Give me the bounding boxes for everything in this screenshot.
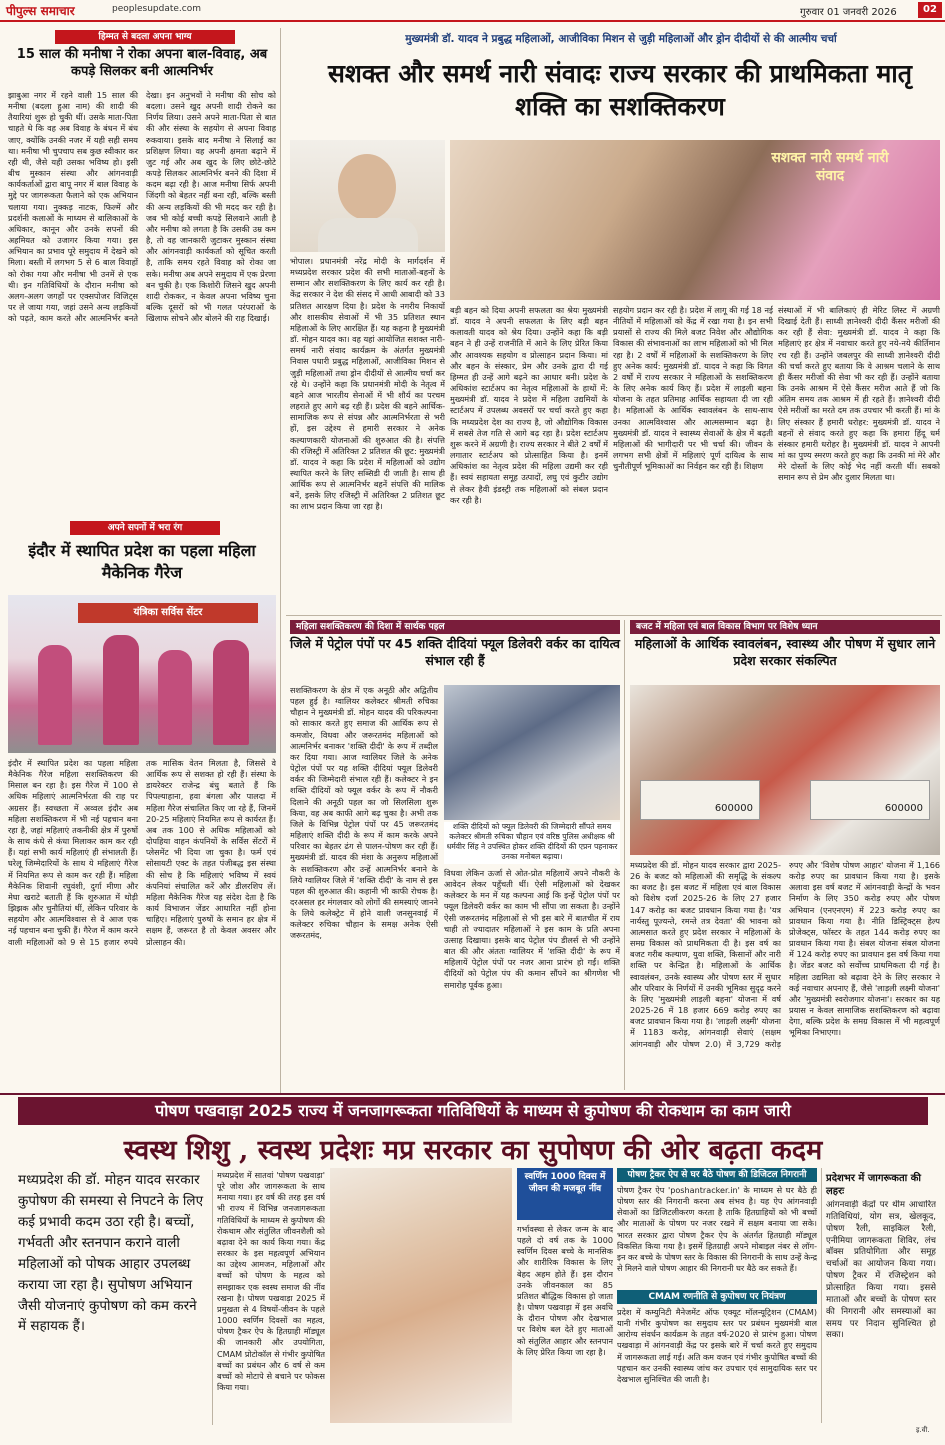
mechanic-garage-photo [8, 595, 276, 753]
center-headline: जिले में पेट्रोल पंपों पर 45 शक्ति दीदियां फ्यूल डिलेवरी वर्कर का दायित्व संभाल रही हैं [290, 636, 620, 668]
tracker-tag: पोषण ट्रैकर ऐप से घर बैठे पोषण की डिजिटल निगरानी [617, 1168, 817, 1182]
shakti-didi-photo [444, 685, 620, 820]
center-body: सशक्तिकरण के क्षेत्र में एक अनूठी और अद्वितीय पहल हुई है। ग्वालियर कलेक्टर श्रीमती रुचिका चौहान ने मुख्यमंत्री डॉ. मोहन यादव की परिकल्पना को साकार करते हुए समाज की आर्थिक रूप से कमजोर, विधवा और जरूरतमंद महिलाओं को आत्मनिर्भर बनाकर 'शक्ति दीदी' के रूप में तब्दील कर दिया गया। आज ग्वालियर जिले के अनेक पेट्रोल पंपों पर यह शक्ति दीदियां फ्यूल डिलेवरी वर्कर की जिम्मेदारी संभाल रही हैं। कलेक्टर ने इन शक्ति दीदियों को फ्यूल वर्कर के रूप में नौकरी दिलाने की अनूठी पहल का जो सिलसिला शुरू किया, वह अब काफी आगे बढ़ चुका है। अभी तक जिले के विभिन्न पेट्रोल पंपों पर 45 जरूरतमंद महिलाएं शक्ति दीदी के रूप में काम करके अपने परिवार का बेहतर ढंग से पालन-पोषण कर रही हैं। मुख्यमंत्री डॉ. यादव की मंशा के अनुरूप महिलाओं के सशक्तिकरण और उन्हें आत्मनिर्भर बनाने के लिये ग्वालियर जिले में 'शक्ति दीदी' के नाम से इस पहल की शुरुआत की। कहानी भी काफी रोचक है। दरअसल हर मंगलवार को लोगों की समस्याएं जानने के लिये कलेक्ट्रेट में होने वाली जनसुनवाई में कलेक्टर रुचिका चौहान के समक्ष अनेक ऐसी जरूरतमंद, [290, 685, 438, 941]
main-kicker: मुख्यमंत्री डॉ. यादव ने प्रबुद्ध महिलाओं, आजीविका मिशन से जुड़ी महिलाओं और ड्रोन दीदीयों से की आत्मीय चर्चा [405, 33, 837, 45]
column-divider [624, 620, 625, 1090]
cheque-left: 600000 [640, 780, 760, 820]
garage-sign: यंत्रिका सर्विस सेंटर [78, 603, 258, 623]
tracker-body: पोषण ट्रैकर ऐप 'poshantracker.in' के माध्यम से घर बैठे ही पोषण स्तर की निगरानी करना अब संभव है। यह ऐप आंगनवाड़ी सेवाओं का डिजिटलीकरण करता है ताकि हितग्राहियों को भी बच्चों और माताओं के पोषण पर नजर रखने में सक्षम बनाया जा सके। भारत सरकार द्वारा पोषण ट्रैकर ऐप के अंतर्गत हितग्राही मॉड्यूल विकसित किया गया है। इसमें हितग्राही अपने मोबाइल नंबर से लॉग-इन कर बच्चे के पोषण स्तर के विकास की निगरानी के साथ उन्हें केन्द्र से मिलने वाले पोषण आहार की निगरानी घर बैठे कर सकते हैं। [617, 1185, 817, 1274]
mechanic-figure [103, 635, 139, 745]
site-url[interactable]: peoplesupdate.com [112, 4, 201, 14]
golden-days-body: गर्भावस्था से लेकर जन्म के बाद पहले दो वर्ष तक के 1000 स्वर्णिम दिवस बच्चे के मानसिक और शारीरिक विकास के लिए बेहद अहम होते हैं। इस दौरान उनके जीवनकाल का 85 प्रतिशत बौद्धिक विकास हो जाता है। पोषण पखवाड़ा में इस अवधि के दौरान पोषण और देखभाल पर विशेष बल देते हुए माताओं को संतुलित आहार और स्तनपान के लिए प्रेरित किया जा रहा है। [517, 1224, 613, 1357]
left-top-kicker: हिम्मत से बदला अपना भाग्य [55, 30, 235, 44]
right-headline: महिलाओं के आर्थिक स्वावलंबन, स्वास्थ्य और पोषण में सुधार लाने प्रदेश सरकार संकल्पित [634, 636, 936, 668]
mechanic-figure [38, 645, 72, 745]
page-number: 02 [918, 2, 942, 18]
pm-portrait [290, 140, 445, 252]
shakti-didi-caption: शक्ति दीदियों को फ्यूल डिलेवरी की जिम्मेदारी सौंपते समय कलेक्टर श्रीमती रुचिका चौहान एवं वरिष्ठ पुलिस अधीक्षक श्री धर्मवीर सिंह ने उपस्थित होकर शक्ति दीदियों की एप्रन पहनाकर उनका मनोबल बढ़ाया। [444, 822, 620, 864]
nutrition-body: मध्यप्रदेश में सातवां 'पोषण पखवाड़ा' पूरे जोश और जागरूकता के साथ मनाया गया। हर वर्ष की तरह इस वर्ष भी राज्य में विभिन्न जनजागरूकता गतिविधियों के माध्यम से कुपोषण की रोकथाम और संतुलित जीवनशैली को बढ़ावा देने का कार्य किया गया। केंद्र सरकार के इस महत्वपूर्ण अभियान का उद्देश्य आमजन, महिलाओं और बच्चों को पोषण के महत्व को समझाकर एक स्वस्थ समाज की नींव रखना है। पोषण पखवाड़ा 2025 में प्रमुखता से 4 विषयों-जीवन के पहले 1000 स्वर्णिम दिवसों का महत्व, पोषण ट्रैकर ऐप के हितग्राही मॉड्यूल की जानकारी और उपयोगिता, CMAM प्रोटोकॉल से गंभीर कुपोषित बच्चों का प्रबंधन और 6 वर्ष से कम बच्चों को मोटापे से बचाने पर फोकस किया गया। [217, 1170, 325, 1392]
cmam-body: प्रदेश में कम्युनिटी मैनेजमेंट ऑफ एक्यूट मॉलन्यूट्रिशन (CMAM) यानी गंभीर कुपोषण का समुदाय स्तर पर प्रबंधन मुख्यमंत्री बाल आरोग्य संवर्धन कार्यक्रम के तहत वर्ष-2020 से प्रारंभ हुआ। पोषण पखवाड़ा में आंगनवाड़ी केंद्र पर इसके बारे में चर्चा करते हुए समुदाय में जागरूकता लाई गई। अति कम वजन एवं गंभीर कुपोषित बच्चों की पहचान कर उनकी स्वास्थ्य जांच कर उपचार एवं सामुदायिक स्तर पर देखभाल सुनिश्चित की जाती है। [617, 1307, 817, 1384]
nutrition-banner: पोषण पखवाड़ा 2025 राज्य में जनजागरूकता गतिविधियों के माध्यम से कुपोषण की रोकथाम का काम जारी [18, 1097, 928, 1125]
column-divider [821, 1168, 822, 1423]
main-pm-body: भोपाल। प्रधानमंत्री नरेंद्र मोदी के मार्गदर्शन में मध्यप्रदेश सरकार प्रदेश की सभी माताओं-बहनों के सम्मान और सशक्तिकरण के लिए कार्य कर रही है। केंद्र सरकार ने देश की संसद में आधी आबादी को 33 प्रतिशत आरक्षण दिया है। प्रदेश के नगरीय निकायों और शासकीय सेवाओं में भी 35 प्रतिशत स्थान महिलाओं के लिए आरक्षित हैं। यह कहना है मुख्यमंत्री डॉ. मोहन यादव का। वह यहां आयोजित सशक्त नारी-समर्थ नारी संवाद कार्यक्रम के अंतर्गत मुख्यमंत्री निवास पधारी प्रबुद्ध महिलाओं, आजीविका मिशन से जुड़ी महिलाओं तथा ड्रोन दीदीयों से आत्मीय चर्चा कर रहे थे। उन्होंने कहा कि प्रधानमंत्री मोदी के नेतृत्व में बहने आज भारतीय सेनाओं में भी शौर्य का परचम लहराते हुए आगे बढ़ रही हैं। प्रदेश की बहने आर्थिक-सामाजिक रूप से संपन्न और आत्मनिर्भरता से भरी हों, इस उद्देश्य से हमारी सरकार ने अनेक कल्याणकारी योजनाओं की शुरुआत की है। संपत्ति की रजिस्ट्री में अतिरिक्त 2 प्रतिशत की छूट: मुख्यमंत्री डॉ. यादव ने कहा कि प्रदेश में महिलाओं को उद्योग स्थापित करने के लिए सब्सिडी दी जाती है। साथ ही आर्थिक रूप से आत्मनिर्भर बहनें संपत्ति की मालिक बनें, इसके लिए रजिस्ट्री में अतिरिक्त 2 प्रतिशत छूट का लाभ प्रदान किया जा रहा है। [290, 256, 445, 512]
portrait-body [318, 218, 418, 252]
golden-days-box: स्वर्णिम 1000 दिवस में जीवन की मजबूत नींव [517, 1168, 613, 1220]
main-col4-body: संस्थाओं में भी बालिकाएं ही मेरिट लिस्ट में अग्रणी दिखाई देती हैं। साध्वी ज्ञानेश्वरी दीदी कैंसर मरीजों की कर रही हैं सेवा: मुख्यमंत्री डॉ. यादव ने कहा कि महिलाएं हर क्षेत्र में नवाचार करते हुए नये-नये कीर्तिमान रच रही हैं। उन्होंने जबलपुर की साध्वी ज्ञानेश्वरी दीदी की चर्चा करते हुए बताया कि वे आश्रम चलाने के साथ ही कैंसर मरीजों की सेवा भी कर रही हैं। उन्होंने बताया कि उनके आश्रम में ऐसे कैंसर मरीज आते हैं जो कि अंतिम समय तक आश्रम में ही रहते हैं। ज्ञानेश्वरी दीदी ऐसे मरीजों का मरते दम तक उपचार भी करती हैं। मां के लिए संस्कार हैं हमारी धरोहर: मुख्यमंत्री डॉ. यादव ने बहनों से संवाद करते हुए कहा कि हमारा हिंदू धर्म संस्कार हमारी धरोहर है। मुख्यमंत्री डॉ. यादव ने आपनी मां का पुण्य स्मरण करते हुए कहा कि उनकी मां मेरे और मेरे दोस्तों के लिए कोई भेद नहीं करती थीं। सबको समान रूप से प्रेम और दुलार मिलता था। [778, 305, 940, 483]
left-bottom-body: इंदौर में स्थापित प्रदेश का पहला महिला मैकेनिक गैरेज महिला सशक्तिकरण की मिसाल बन रहा है। इस गैरेज में 100 से अधिक महिलाएं आत्मनिर्भरता की राह पर अग्रसर हैं। स्वच्छता में अव्वल इंदौर अब महिला सशक्तिकरण में भी नई पहचान बना रहा है, जहां महिलाएं तकनीकी क्षेत्र में पुरुषों के साथ कंधे से कंधा मिलाकर काम कर रही हैं। यहां सभी कार्य महिलाएं ही संभालती हैं। घरेलू जिम्मेदारियों के साथ ये महिलाएं गैरेज में नियमित रूप से काम कर रही हैं। महिला मैकेनिक शिवानी रघुवंशी, दुर्गा मीणा और मेघा खराटे बताती हैं कि शुरुआत में थोड़ी झिझक और चुनौतियां थीं, लेकिन परिवार के सहयोग और आत्मविश्वास से वे आज एक नई पहचान बना चुकी हैं। गैरेज में काम करने वाली महिलाओं को 9 से 15 हजार रुपये तक मासिक वेतन मिलता है, जिससे वे आर्थिक रूप से सशक्त हो रही हैं। संस्था के डायरेक्टर राजेन्द्र बंधु बताते हैं कि पिपल्याहाना, हवा बंगला और पालदा में महिला गैरेज संचालित किए जा रहे हैं, जिनमें 20-25 महिलाएं नियमित रूप से कार्यरत हैं। अब तक 100 से अधिक महिलाओं को दोपहिया वाहन कंपनियों के सर्विस सेंटरों में प्लेसमेंट भी दिया जा चुका है। फर्म एवं सोसायटी एक्ट के तहत पंजीबद्ध इस संस्था की सोच है कि महिलाएं भविष्य में स्वयं कंपनियां संचालित करें और डीलरशिप लें। महिला मैकेनिक गैरेज यह संदेश देता है कि कार्य विभाजन जेंडर आधारित नहीं होना चाहिए। महिलाएं पुरुषों के समान हर क्षेत्र में सक्षम हैं, जरूरत है तो केवल अवसर और प्रोत्साहन की। [8, 758, 276, 947]
right-kicker: बजट में महिला एवं बाल विकास विभाग पर विशेष ध्यान [630, 620, 940, 634]
brand-logo: पीपुल्स समाचार [6, 4, 75, 18]
footer-mark: इ.वी. [916, 1426, 930, 1434]
samvad-event-photo [450, 140, 940, 300]
nutrition-headline: स्वस्थ शिशु , स्वस्थ प्रदेशः मप्र सरकार का सुपोषण की ओर बढ़ता कदम [123, 1135, 823, 1166]
cm-with-child-photo [330, 1168, 512, 1423]
main-col3-body: सहयोग प्रदान कर रही है। प्रदेश में लागू की गई 18 नई नीतियों में महिलाओं को केंद्र में रखा गया है। इन सभी प्रयासों से राज्य की मिले बजट निवेश और औद्योगिक विकास की संभावनाओं का लाभ महिलाओं को भी मिल रहा है। 2 वर्षों में महिलाओं के सशक्तिकरण के लिए हुए अनेक कार्य: मुख्यमंत्री डॉ. यादव ने कहा कि विगत 2 वर्षों में राज्य सरकार ने महिलाओं के सशक्तिकरण के लिए अनेक कार्य किए हैं। प्रदेश में लाड़ली बहना योजना के तहत प्रतिमाह आर्थिक सहायता दी जा रही है। महिलाओं के आर्थिक स्वावलंबन के साथ-साथ उनका आत्मविश्वास और आत्मसम्मान बढ़ा है। मुख्यमंत्री डॉ. यादव ने स्वास्थ्य सेवाओं के क्षेत्र में बढ़ती महिलाओं की भागीदारी पर भी चर्चा की। जीवन के लगभग सभी क्षेत्रों में महिलाएं पूर्ण दायित्व के साथ चुनौतीपूर्ण भूमिकाओं का निर्वहन कर रही हैं। शिक्षण [613, 305, 773, 472]
column-divider [212, 1170, 213, 1425]
center-body-2: विधवा लेकिन ऊर्जा से ओत-प्रोत महिलायें अपने नौकरी के आवेदन लेकर पहुँचती थीं। ऐसी महिलाओं को देखकर कलेक्टर के मन में यह कल्पना आई कि इन्हें पेट्रोल पंपों पर फ्यूल डिलेवरी वर्कर का काम भी सौंपा जा सकता है। उन्होंने ऐसी जरूरतमंद महिलाओं से भी इस बारे में बातचीत में राय चाही तो ज्यादातर महिलाओं ने इस काम के प्रति अपना उत्साह दिखाया। इसके बाद पेट्रोल पंप डीलर्स से भी उन्होंने बात की और अंततः ग्वालियर में 'शक्ति दीदी' के रूप में महिलायें पेट्रोल पंपों पर नजर आना प्रारंभ हो गईं। शक्ति दीदियों को पेट्रोल पंप की कमान सौंपने का श्रीगणेश भी समारोह पूर्वक हुआ। [444, 868, 620, 990]
awareness-body: आंगनवाड़ी केंद्रों पर थीम आधारित गतिविधियां, योग सत्र, खेलकूद, पोषण रैली, साइकिल रैली, एनीमिया जागरूकता शिविर, लंच बॉक्स प्रतियोगिता और समूह चर्चाओं का आयोजन किया गया। पोषण ट्रैकर में रजिस्ट्रेशन को प्रोत्साहित किया गया। इससे माताओं और बच्चों के पोषण स्तर की निगरानी और समस्याओं का समय पर निदान सुनिश्चित हो सका। [826, 1200, 936, 1341]
portrait-face [338, 154, 396, 220]
mechanic-figure [213, 640, 249, 745]
cmam-tag: CMAM रणनीति से कुपोषण पर नियंत्रण [617, 1290, 817, 1304]
left-top-body: झाबुआ नगर में रहने वाली 15 साल की मनीषा (बदला हुआ नाम) की शादी की तैयारियां शुरू हो चुकी थीं। उसके माता-पिता चाहते थे कि वह अब विवाह के बंधन में बंध जाए, क्योंकि उनकी नजर में यही सही समय था। मनीषा भी चुपचाप सब कुछ स्वीकार कर रही थी, जैसे यही उसका भविष्य हो। इसी बीच मुस्कान संस्था और आंगनवाड़ी कार्यकर्ताओं द्वारा बापू नगर में बाल विवाह के मुद्दे पर जागरूकता फैलाने को एक अभियान चलाया गया। नुक्कड़ नाटक, फिल्में और प्रदर्शनी कलाओं के माध्यम से बालिकाओं के अधिकार, कानून और उनके सपनों की अहमियत को उजागर किया गया। इस अभियान का प्रभाव पूरे समुदाय में देखने को मिला। बस्ती में लगभग 5 से 6 बाल विवाहों को रोका गया और मनीषा भी उनमें से एक थी। इन गतिविधियों के दौरान मनीषा को अलग-अलग जगहों पर एक्सपोजर विजिट्स पर ले जाया गया, जहां उसने अन्य लड़कियों को पढ़ते, काम करते और आत्मनिर्भर बनते देखा। इन अनुभवों ने मनीषा की सोच को बदला। उसने खुद अपनी शादी रोकने का निर्णय लिया। उसने अपने माता-पिता से बात की और संस्था के सहयोग से अपना विवाह रुकवाया। इसके बाद मनीषा ने सिलाई का प्रशिक्षण लिया। वह अपनी क्षमता बढ़ाने में जुट गई और अब खुद के लिए छोटे-छोटे कपड़े सिलकर आत्मनिर्भर बनने की दिशा में कदम बढ़ा रही है। आज मनीषा सिर्फ अपनी जिंदगी को बेहतर नहीं बना रही, बल्कि बस्ती की अन्य लड़कियों की भी मदद कर रही है। जब भी कोई बच्ची कपड़े सिलवाने आती है और मनीषा को लगता है कि उसकी उम्र कम है, तो वह जानकारी जुटाकर मुस्कान संस्था और आंगनवाड़ी कार्यकर्ता को सूचित करती है, ताकि समय रहते विवाह को रोका जा सके। मनीषा अब अपने समुदाय में एक प्रेरणा बन चुकी है। एक किशोरी जिसने खुद अपनी शादी रोककर, न केवल अपना भविष्य चुना बल्कि दूसरों को भी गलत परंपराओं के खिलाफ सोचने और बोलने की राह दिखाई। [8, 90, 276, 324]
left-bottom-headline: इंदौर में स्थापित प्रदेश का पहला महिला मैकेनिक गैरेज [28, 541, 256, 583]
mechanic-figure [158, 650, 192, 745]
cheque-right: 600000 [810, 780, 930, 820]
section-divider [286, 615, 942, 616]
cheque-ceremony-photo [630, 685, 940, 855]
nutrition-lead: मध्यप्रदेश की डॉ. मोहन यादव सरकार कुपोषण की समस्या से निपटने के लिए कई प्रभावी कदम उठा रही है। बच्चों, गर्भवती और स्तनपान कराने वाली महिलाओं को पोषक आहार उपलब्ध कराया जा रहा है। सुपोषण अभियान जैसी योजनाएं कुपोषण को कम करने में सहायक हैं। [18, 1172, 204, 1335]
main-col2-body: बड़ी बहन को दिया अपनी सफलता का श्रेयः मुख्यमंत्री डॉ. यादव ने अपनी सफलता के लिए बड़ी बहन कलावती यादव को श्रेय दिया। उन्होंने कहा कि बड़ी बहन ने ही उन्हें राजनीति में आने के लिए प्रेरित किया और आवश्यक सहयोग व प्रोत्साहन प्रदान किया। मां और बहन के संस्कार, प्रेम और उनके द्वारा दी गई हिम्मत ही उन्हें आगे बढ़ने का आधार बनी। प्रदेश के अधिकांश स्टार्टअप का नेतृत्व महिलाओं के हाथों में: मुख्यमंत्री डॉ. यादव ने प्रदेश में महिला उद्यमियों के स्टार्टअप में उपलब्ध अवसरों पर चर्चा करते हुए कहा कि मध्यप्रदेश देश का राज्य है, जो औद्योगिक विकास में सबसे तेज गति से आगे बढ़ रहा है। प्रदेश स्टार्टअप शुरू करने में अग्रणी है। राज्य सरकार ने बीते 2 वर्षों में लगातार स्टार्टअप को प्रोत्साहित किया है। इनमें अधिकांश का नेतृत्व प्रदेश की महिला उद्यमी कर रही हैं। स्वयं सहायता समूह उत्पादों, लघु एवं कुटीर उद्योग से लेकर हैवी इंडस्ट्री तक महिलाओं को संबल प्रदान कर रही है। [450, 305, 608, 505]
left-bottom-kicker: अपने सपनों में भरा रंग [70, 521, 220, 535]
stage-banner-text: सशक्त नारी समर्थ नारी संवाद [771, 150, 889, 184]
right-body: मध्यप्रदेश की डॉ. मोहन यादव सरकार द्वारा 2025-26 के बजट को महिलाओं की समृद्धि के संकल्प का बजट है। इस बजट में महिला एवं बाल विकास को विशेष दर्जा 2025-26 के लिए 27 हजार 147 करोड़ का बजट प्रावधान किया गया है। 'यत्र नार्यस्तु पूज्यन्ते, रमन्ते तत्र देवता' की भावना को आत्मसात करते हुए प्रदेश सरकार ने महिलाओं के समग्र विकास को प्राथमिकता दी है। इस वर्ष का बजट गरीब कल्याण, युवा शक्ति, किसानों और नारी शक्ति पर केन्द्रित है। महिलाओं के आर्थिक स्वावलंबन, उनके स्वास्थ्य और पोषण स्तर में सुधार और परिवार के निर्णयों में उनकी भूमिका सुदृढ़ करने के लिए 'मुख्यमंत्री लाड़ली बहना' योजना में वर्ष 2025-26 में 18 हजार 669 करोड़ रुपए का बजट प्रावधान किया गया है। 'लाड़ली लक्ष्मी' योजना में 1183 करोड़, आंगनवाड़ी सेवाएं (सक्षम आंगनवाड़ी और पोषण 2.0) में 3,729 करोड़ रुपए और 'विशेष पोषण आहार' योजना में 1,166 करोड़ रुपए का प्रावधान किया गया है। इसके अलावा इस वर्ष बजट में आंगनवाड़ी केन्द्रों के भवन निर्माण के लिए 350 करोड़ रुपए और पोषण अभियान (एनएनएम) में 223 करोड़ रुपए का प्रावधान किया गया है। नीति डिस्ट्रिक्ट्स हेल्प प्रोजेक्ट्स, फॉस्टर के तहत 144 करोड़ रुपए का प्रावधान किया गया है। संबल योजना संबल योजना में 124 करोड़ रुपए का प्रावधान इस वर्ष किया गया है। जेंडर बजट को सर्वोच्च प्राथमिकता दी गई है। महिला उद्यमिता को बढ़ावा देने के लिए सरकार ने कई नवाचार अपनाए हैं, जैसे 'लाड़ली लक्ष्मी योजना' और 'मुख्यमंत्री स्वरोजगार योजना'। सरकार का यह प्रयास न केवल सामाजिक सशक्तिकरण को बढ़ावा देगा, बल्कि प्रदेश के समग्र विकास में भी महत्वपूर्ण भूमिका निभाएगा। [630, 860, 940, 1049]
column-divider [280, 28, 281, 1093]
awareness-kicker: प्रदेशभर में जागरूकता की लहरः [826, 1173, 921, 1197]
main-headline: सशक्त और समर्थ नारी संवादः राज्य सरकार की प्राथमिकता मातृ शक्ति का सशक्तिकरण [327, 59, 913, 121]
center-kicker: महिला सशक्तिकरण की दिशा में सार्थक पहल [290, 620, 620, 634]
left-top-headline: 15 साल की मनीषा ने रोका अपना बाल-विवाह, अब कपड़े सिलकर बनी आत्मनिर्भर [16, 47, 268, 79]
section-divider [0, 1093, 945, 1095]
issue-date: गुरुवार 01 जनवरी 2026 [800, 7, 897, 18]
